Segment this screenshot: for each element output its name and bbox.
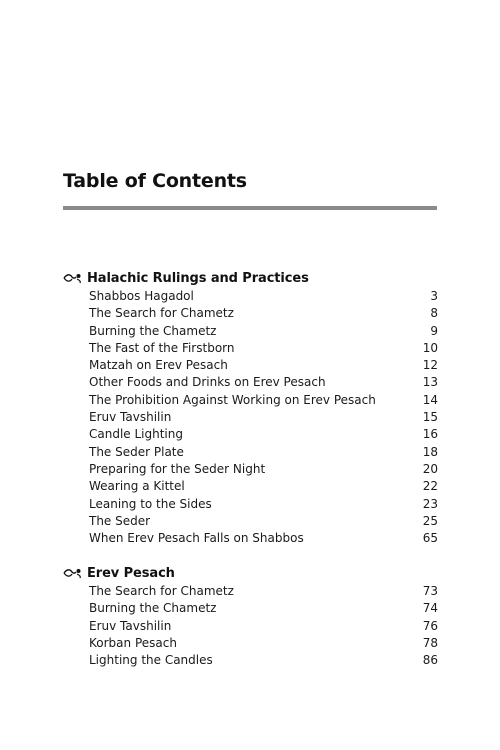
toc-entry[interactable] <box>63 445 438 462</box>
entry-title: Leaning to the Sides <box>89 496 212 511</box>
entry-page-number: 18 <box>422 444 438 459</box>
title-rule <box>63 206 437 210</box>
entry-page-number: 25 <box>422 513 438 528</box>
entry-title: Korban Pesach <box>89 635 177 650</box>
toc-entry[interactable] <box>63 531 438 548</box>
entry-page-number: 76 <box>422 618 438 633</box>
entry-title: Other Foods and Drinks on Erev Pesach <box>89 375 326 390</box>
entry-page-number: 13 <box>422 375 438 390</box>
section-heading <box>63 268 438 288</box>
toc-entry[interactable] <box>63 479 438 496</box>
toc-entry[interactable] <box>63 497 438 514</box>
entry-page-number: 73 <box>422 584 438 598</box>
toc-entry[interactable] <box>63 410 438 427</box>
toc-entry[interactable] <box>63 584 438 601</box>
entry-title: The Search for Chametz <box>89 584 234 598</box>
toc-entry[interactable] <box>63 375 438 392</box>
entry-title: Eruv Tavshilin <box>89 410 172 425</box>
entry-page-number: 23 <box>422 496 438 511</box>
entry-title: The Seder <box>89 513 151 528</box>
entry-page-number: 15 <box>422 410 438 425</box>
toc-section-erev-pesach <box>63 563 438 670</box>
entry-title: Matzah on Erev Pesach <box>89 358 228 373</box>
entry-title: Preparing for the Seder Night <box>89 461 266 476</box>
entry-title: Wearing a Kittel <box>89 479 185 494</box>
toc-entry[interactable] <box>63 636 438 653</box>
toc-entry[interactable] <box>63 462 438 479</box>
entry-page-number: 78 <box>422 635 438 650</box>
entry-title: Candle Lighting <box>89 427 183 442</box>
section-title: Erev Pesach <box>87 565 175 581</box>
toc-entry[interactable] <box>63 514 438 531</box>
entry-title: When Erev Pesach Falls on Shabbos <box>89 531 304 546</box>
entry-page-number: 20 <box>422 461 438 476</box>
entry-title: The Seder Plate <box>89 444 184 459</box>
entry-page-number: 10 <box>422 340 438 355</box>
fleuron-icon <box>63 567 83 579</box>
toc-entry[interactable] <box>63 341 438 358</box>
entry-page-number: 8 <box>430 306 438 321</box>
toc-entry[interactable] <box>63 289 438 306</box>
entry-title: Lighting the Candles <box>89 653 213 668</box>
toc-entry[interactable] <box>63 393 438 410</box>
toc-entry[interactable] <box>63 601 438 618</box>
entry-page-number: 12 <box>422 358 438 373</box>
entry-title: Burning the Chametz <box>89 601 217 616</box>
entry-title: Shabbos Hagadol <box>89 289 194 303</box>
toc-entry[interactable] <box>63 324 438 341</box>
fleuron-icon <box>63 272 83 284</box>
entry-title: The Fast of the Firstborn <box>89 340 235 355</box>
section-heading <box>63 563 438 583</box>
entry-page-number: 14 <box>422 392 438 407</box>
toc-entry-list <box>63 584 438 670</box>
entry-title: Eruv Tavshilin <box>89 618 172 633</box>
entry-page-number: 22 <box>422 479 438 494</box>
toc-entry[interactable] <box>63 619 438 636</box>
toc-entry[interactable] <box>63 653 438 670</box>
toc-entry[interactable] <box>63 306 438 323</box>
section-title: Halachic Rulings and Practices <box>87 270 309 286</box>
entry-title: Burning the Chametz <box>89 323 217 338</box>
entry-page-number: 65 <box>422 531 438 546</box>
entry-page-number: 74 <box>422 601 438 616</box>
entry-title: The Search for Chametz <box>89 306 234 321</box>
toc-entry[interactable] <box>63 358 438 375</box>
entry-page-number: 16 <box>422 427 438 442</box>
entry-page-number: 9 <box>430 323 438 338</box>
page-title: Table of Contents <box>63 170 247 192</box>
toc-section-halachic-rulings <box>63 268 438 548</box>
toc-entry-list <box>63 289 438 548</box>
toc-entry[interactable] <box>63 427 438 444</box>
entry-page-number: 3 <box>430 289 438 303</box>
entry-title: The Prohibition Against Working on Erev Pesach <box>89 392 376 407</box>
entry-page-number: 86 <box>422 653 438 668</box>
